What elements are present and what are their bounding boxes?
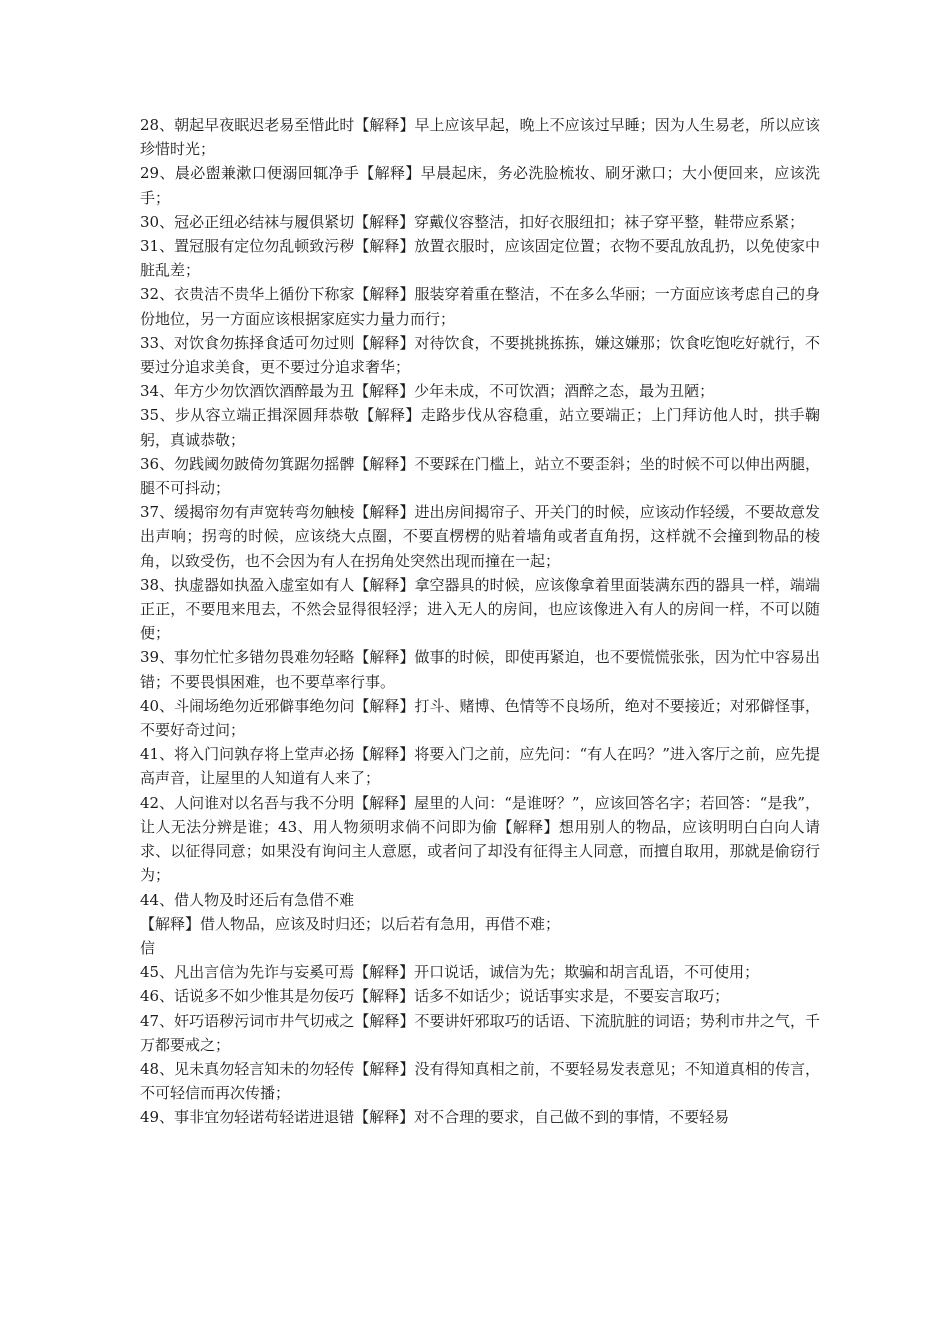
section-heading-xin: 信 (140, 938, 156, 957)
paragraph-31: 31、置冠服有定位勿乱顿致污秽【解释】放置衣服时，应该固定位置；衣物不要乱放乱扔，以免使家中脏乱差； (140, 237, 820, 280)
paragraph-41: 41、将入门问孰存将上堂声必扬【解释】将要入门之前，应先问：“有人在吗？”进入客厅之前，应先提高声音，让屋里的人知道有人来了； (140, 745, 820, 788)
paragraph-30: 30、冠必正纽必结袜与履俱紧切【解释】穿戴仪容整洁，扣好衣服纽扣；袜子穿平整，鞋带应系紧； (140, 212, 805, 231)
paragraph-29: 29、晨必盥兼漱口便溺回辄净手【解释】早晨起床，务必洗脸梳妆、刷牙漱口；大小便回来，应该洗手； (140, 164, 820, 207)
paragraph-36: 36、勿践阈勿跛倚勿箕踞勿摇髀【解释】不要踩在门槛上，站立不要歪斜；坐的时候不可以伸出两腿，腿不可抖动； (140, 454, 820, 498)
paragraph-35: 35、步从容立端正揖深圆拜恭敬【解释】走路步伐从容稳重，站立要端正；上门拜访他人时，拱手鞠躬，真诚恭敬； (140, 406, 820, 449)
paragraph-44: 44、借人物及时还后有急借不难 (140, 890, 355, 909)
paragraph-38: 38、执虚器如执盈入虚室如有人【解释】拿空器具的时候，应该像拿着里面装满东西的器具一样，端端正正，不要甩来甩去，不然会显得很轻浮；进入无人的房间，也应该像进入有人的房间一样，不可以随便； (140, 575, 820, 643)
paragraph-32: 32、衣贵洁不贵华上循份下称家【解释】服装穿着重在整洁，不在多么华丽；一方面应该考虑自己的身份地位，另一方面应该根据家庭实力量力而行； (140, 285, 820, 328)
paragraph-48: 48、见未真勿轻言知未的勿轻传【解释】没有得知真相之前，不要轻易发表意见；不知道真相的传言，不可轻信而再次传播； (140, 1059, 820, 1103)
paragraph-42-43: 42、人问谁对以名吾与我不分明【解释】屋里的人问：“是谁呀？”，应该回答名字；若回答：“是我”，让人无法分辨是谁；43、用人物须明求倘不问即为偷【解释】想用别人的物品，应该明明白白向人请求、以征得同意；如果没有询问主人意愿，或者问了却没有征得主人同意，而擅自取用，那就是偷窃行为； (140, 793, 820, 885)
paragraph-34: 34、年方少勿饮酒饮酒醉最为丑【解释】少年未成，不可饮酒；酒醉之态，最为丑陋； (140, 382, 715, 401)
document-body (140, 113, 820, 1130)
paragraph-45: 45、凡出言信为先诈与妄奚可焉【解释】开口说话，诚信为先；欺骗和胡言乱语，不可使用； (140, 963, 760, 982)
paragraph-46: 46、话说多不如少惟其是勿佞巧【解释】话多不如话少；说话事实求是，不要妄言取巧； (140, 987, 730, 1006)
paragraph-37: 37、缓揭帘勿有声宽转弯勿触棱【解释】进出房间揭帘子、开关门的时候，应该动作轻缓，不要故意发出声响；拐弯的时候，应该绕大点圈，不要直楞楞的贴着墙角或者直角拐，这样就不会撞到物品的棱角，以致受伤，也不会因为有人在拐角处突然出现而撞在一起； (140, 503, 820, 570)
paragraph-40: 40、斗闹场绝勿近邪僻事绝勿问【解释】打斗、赌博、色情等不良场所，绝对不要接近；对邪僻怪事，不要好奇过问； (140, 696, 820, 740)
paragraph-44-explanation: 【解释】借人物品，应该及时归还；以后若有急用，再借不难； (140, 914, 561, 933)
paragraph-28: 28、朝起早夜眠迟老易至惜此时【解释】早上应该早起，晚上不应该过早睡；因为人生易老，所以应该珍惜时光； (140, 116, 820, 159)
paragraph-49: 49、事非宜勿轻诺苟轻诺进退错【解释】对不合理的要求，自己做不到的事情，不要轻易 (140, 1108, 730, 1127)
paragraph-39: 39、事勿忙忙多错勿畏难勿轻略【解释】做事的时候，即使再紧迫，也不要慌慌张张，因为忙中容易出错；不要畏惧困难，也不要草率行事。 (140, 648, 820, 691)
paragraph-33: 33、对饮食勿拣择食适可勿过则【解释】对待饮食，不要挑挑拣拣，嫌这嫌那；饮食吃饱吃好就行，不要过分追求美食，更不要过分追求奢华； (140, 333, 820, 377)
paragraph-47: 47、奸巧语秽污词市井气切戒之【解释】不要讲奸邪取巧的话语、下流肮脏的词语；势利市井之气，千万都要戒之； (140, 1011, 820, 1054)
